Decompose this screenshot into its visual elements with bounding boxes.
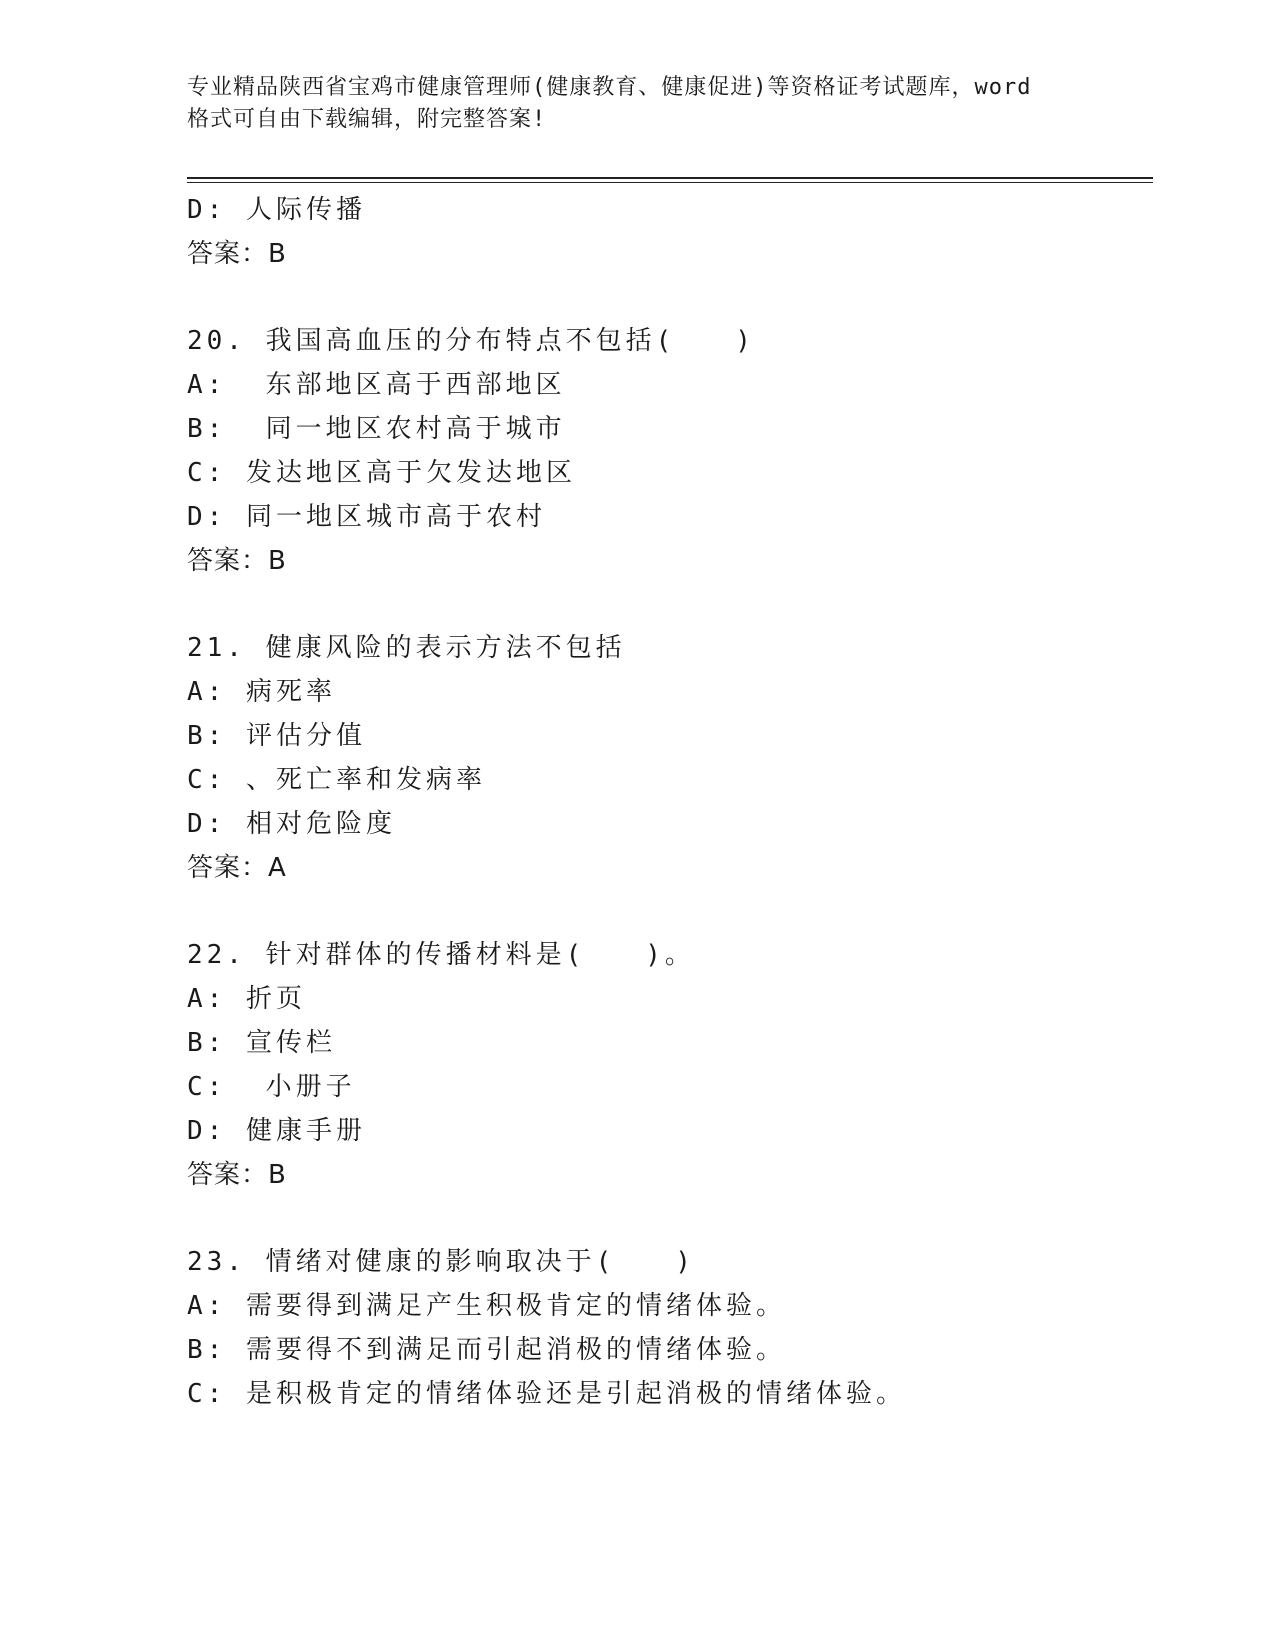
question-21-stem: 21. 健康风险的表示方法不包括 xyxy=(187,633,626,663)
question-22-answer: 答案：B xyxy=(187,1160,287,1190)
question-21-option-d: D: 相对危险度 xyxy=(187,809,396,839)
question-20-option-c: C: 发达地区高于欠发达地区 xyxy=(187,458,576,488)
question-23-option-c: C: 是积极肯定的情绪体验还是引起消极的情绪体验。 xyxy=(187,1379,906,1409)
question-20-option-a: A: 东部地区高于西部地区 xyxy=(187,370,566,400)
header-line-2: 格式可自由下载编辑，附完整答案! xyxy=(187,107,547,132)
question-20-option-d: D: 同一地区城市高于农村 xyxy=(187,502,546,532)
question-23-option-b: B: 需要得不到满足而引起消极的情绪体验。 xyxy=(187,1335,786,1365)
document-header xyxy=(187,72,1087,136)
question-22-option-d: D: 健康手册 xyxy=(187,1116,366,1146)
question-23-stem: 23. 情绪对健康的影响取决于( ) xyxy=(187,1247,695,1277)
question-21-option-a: A: 病死率 xyxy=(187,677,336,707)
prev-answer: 答案：B xyxy=(187,239,287,269)
question-22-option-b: B: 宣传栏 xyxy=(187,1028,336,1058)
question-20-stem: 20. 我国高血压的分布特点不包括( ) xyxy=(187,326,755,356)
question-21-option-b: B: 评估分值 xyxy=(187,721,366,751)
question-22-stem: 22. 针对群体的传播材料是( )。 xyxy=(187,940,695,970)
question-23-option-a: A: 需要得到满足产生积极肯定的情绪体验。 xyxy=(187,1291,786,1321)
prev-option-d: D: 人际传播 xyxy=(187,195,366,225)
question-20-answer: 答案：B xyxy=(187,546,287,576)
question-21-answer: 答案：A xyxy=(187,853,287,883)
question-21-option-c: C: 、死亡率和发病率 xyxy=(187,765,486,795)
header-line-1: 专业精品陕西省宝鸡市健康管理师(健康教育、健康促进)等资格证考试题库，word xyxy=(187,75,1032,100)
question-22-option-a: A: 折页 xyxy=(187,984,306,1014)
header-rule-thin xyxy=(187,182,1153,183)
header-rule-thick xyxy=(187,177,1153,179)
question-22-option-c: C: 小册子 xyxy=(187,1072,356,1102)
question-20-option-b: B: 同一地区农村高于城市 xyxy=(187,414,566,444)
